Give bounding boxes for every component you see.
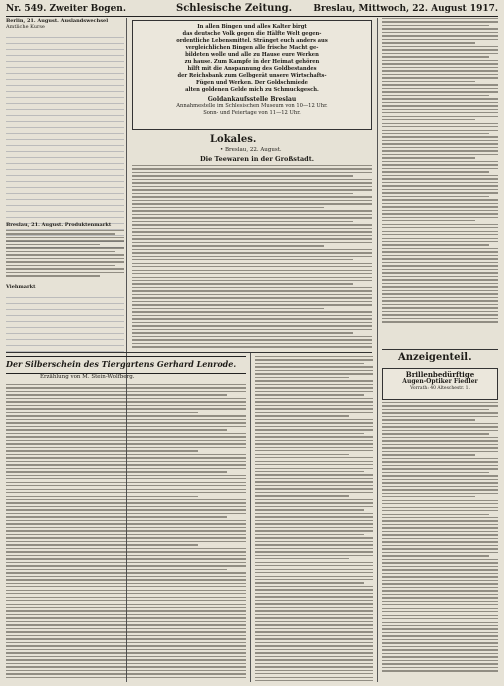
ad-line: bildeten wolle und alle zu Hause eure Werken xyxy=(185,52,319,58)
lokales-text xyxy=(132,165,372,353)
ad-line: Fügen und Werken. Der Goldschmiede xyxy=(196,80,308,86)
lokales-subtitle: Die Teewaren in der Großstadt. xyxy=(200,155,314,163)
ad-line: In allen Bingen und alles Kalter birgt xyxy=(197,24,307,30)
section-divider xyxy=(6,352,372,353)
ad-body xyxy=(133,21,371,94)
optician-ad-line3: Vorrath: 40 Alteschestr. 1. xyxy=(410,386,470,391)
ad-line: hilft mit die Anspannung des Goldbestandes xyxy=(187,66,317,72)
cattle-header: Viehmarkt xyxy=(6,284,36,290)
feuilleton-title: Der Silberschein des Tiergartens Gerhard Lenrode. xyxy=(6,356,246,374)
column-rule xyxy=(377,18,378,682)
ad-section-heading: Anzeigenteil. xyxy=(398,352,472,363)
issue-number: Nr. 549. Zweiter Bogen. xyxy=(6,4,126,14)
feuilleton-text xyxy=(6,384,246,682)
produce-header: Breslau, 21. August. Produktenmarkt xyxy=(6,222,112,228)
ad-line: vergleichlichen Bingen alle frische Macht ge- xyxy=(185,45,319,51)
market-table-1 xyxy=(6,32,124,248)
ad-footer-sub: Annahmestelle im Schlesischen Museum von 10—12 Uhr. xyxy=(176,103,328,109)
optician-ad-line2: Augen-Optiker Fiedler xyxy=(402,378,478,385)
newspaper-title: Schlesische Zeitung. xyxy=(176,3,293,14)
right-column-text xyxy=(382,18,498,344)
ad-line: ordentliche Lebensmittel. Stränget euch anders aus xyxy=(176,38,328,44)
issue-date: Breslau, Mittwoch, 22. August 1917. xyxy=(313,4,498,14)
gold-collection-ad xyxy=(132,20,372,130)
feuilleton-continued-text xyxy=(255,356,373,682)
market-header: Berlin, 21. August. Auslandswechsel xyxy=(6,18,109,24)
ad-line: der Reichsbank zum Gelbgerät unsere Wirtschafts- xyxy=(177,73,327,79)
ad-line: alten goldenen Gelde mich zu Schmuckgesch. xyxy=(185,87,319,93)
section-divider xyxy=(382,349,498,350)
column-rule xyxy=(250,352,251,682)
masthead xyxy=(6,4,498,17)
market-table-2 xyxy=(6,292,124,354)
market-tables xyxy=(6,18,124,354)
ad-footer-sub2: Sonn- und Feiertage von 11—12 Uhr. xyxy=(203,110,301,116)
market-subheader: Amtliche Kurse xyxy=(6,24,45,30)
ad-line: das deutsche Volk gegen die Hälfte Welt gegen- xyxy=(182,31,322,37)
produce-text xyxy=(6,230,124,279)
lokales-dateline: • Breslau, 22. August. xyxy=(220,147,282,153)
optician-ad-line1: Brillenbedürftige xyxy=(405,370,475,379)
ad-footer-title: Goldankaufsstelle Breslau xyxy=(207,96,297,103)
classifieds-text xyxy=(382,402,498,682)
feuilleton-author: Erzählung von M. Stein-Wolfberg. xyxy=(40,374,135,380)
optician-ad xyxy=(382,368,498,400)
ad-line: zu hause. Zum Kampfe in der Heimat gehören xyxy=(184,59,320,65)
lokales-heading: Lokales. xyxy=(210,134,257,145)
